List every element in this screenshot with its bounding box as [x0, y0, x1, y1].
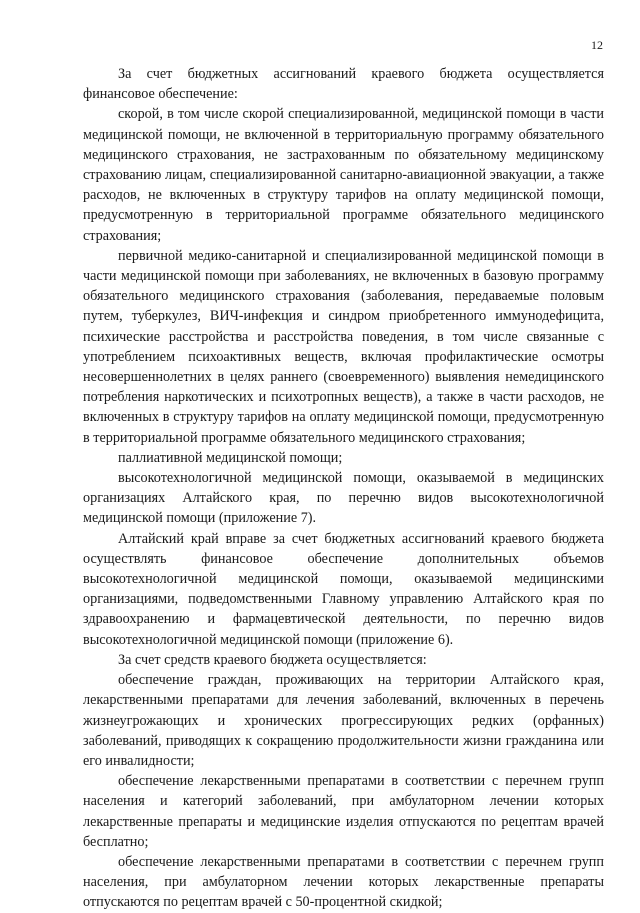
paragraph-palliative-care: паллиативной медицинской помощи; [118, 449, 343, 466]
paragraph-orphan-diseases: обеспечение граждан, проживающих на территории Алтайского края, лекарственными препаратами для лечения заболеваний, включенных в перечень жизнеугрожающих и хронических прогрессирующих редких (орфанных) заболеваний, приводящих к сокращению продолжительности жизни гражданина или его инвалидности; [83, 672, 604, 769]
paragraph-free-prescriptions: обеспечение лекарственными препаратами в соответствии с перечнем групп населения и категорий заболеваний, при амбулаторном лечении которых лекарственные препараты и медицинские изделия отпускаются по рецептам врачей бесплатно; [83, 773, 604, 850]
document-body [83, 64, 604, 913]
paragraph-emergency-care: скорой, в том числе скорой специализированной, медицинской помощи в части медицинской помощи, не включенной в территориальную программу обязательного медицинского страхования, не застрахованным по обязательному медицинскому страхованию лицам, специализированной санитарно-авиационной эвакуации, а также расходов, не включенных в структуру тарифов на оплату медицинской помощи, предусмотренную в территориальной программе обязательного медицинского страхования; [83, 106, 604, 244]
paragraph-primary-care: первичной медико-санитарной и специализированной медицинской помощи в части медицинской помощи при заболеваниях, не включенных в базовую программу обязательного медицинского страхования (заболевания, передаваемые половым путем, туберкулез, ВИЧ-инфекция и синдром приобретенного иммунодефицита, психические расстройства и расстройства поведения, в том числе связанные с употреблением психоактивных веществ, включая профилактические осмотры несовершеннолетних в целях раннего (своевременного) выявления немедицинского потребления наркотических и психотропных веществ), а также в части расходов, не включенных в структуру тарифов на оплату медицинской помощи, предусмотренную в территориальной программе обязательного медицинского страхования; [83, 247, 604, 446]
page-number: 12 [591, 38, 603, 52]
paragraph-regional-budget: За счет средств краевого бюджета осуществляется: [118, 651, 427, 668]
paragraph-additional-volumes: Алтайский край вправе за счет бюджетных ассигнований краевого бюджета осуществлять финансовое обеспечение дополнительных объемов высокотехнологичной медицинской помощи, оказываемой медицинскими организациями, подведомственными Главному управлению Алтайского края по здравоохранению и фармацевтической деятельности, по перечню видов высокотехнологичной медицинской помощи (приложение 6). [83, 530, 604, 648]
paragraph-intro: За счет бюджетных ассигнований краевого бюджета осуществляется финансовое обеспечение: [83, 66, 604, 103]
paragraph-discount-prescriptions: обеспечение лекарственными препаратами в соответствии с перечнем групп населения, при амбулаторном лечении которых лекарственные препараты отпускаются по рецептам врачей с 50-процентной скидкой; [83, 853, 604, 911]
paragraph-high-tech-care: высокотехнологичной медицинской помощи, оказываемой в медицинских организациях Алтайского края, по перечню видов высокотехнологичной медицинской помощи (приложение 7). [83, 470, 604, 527]
